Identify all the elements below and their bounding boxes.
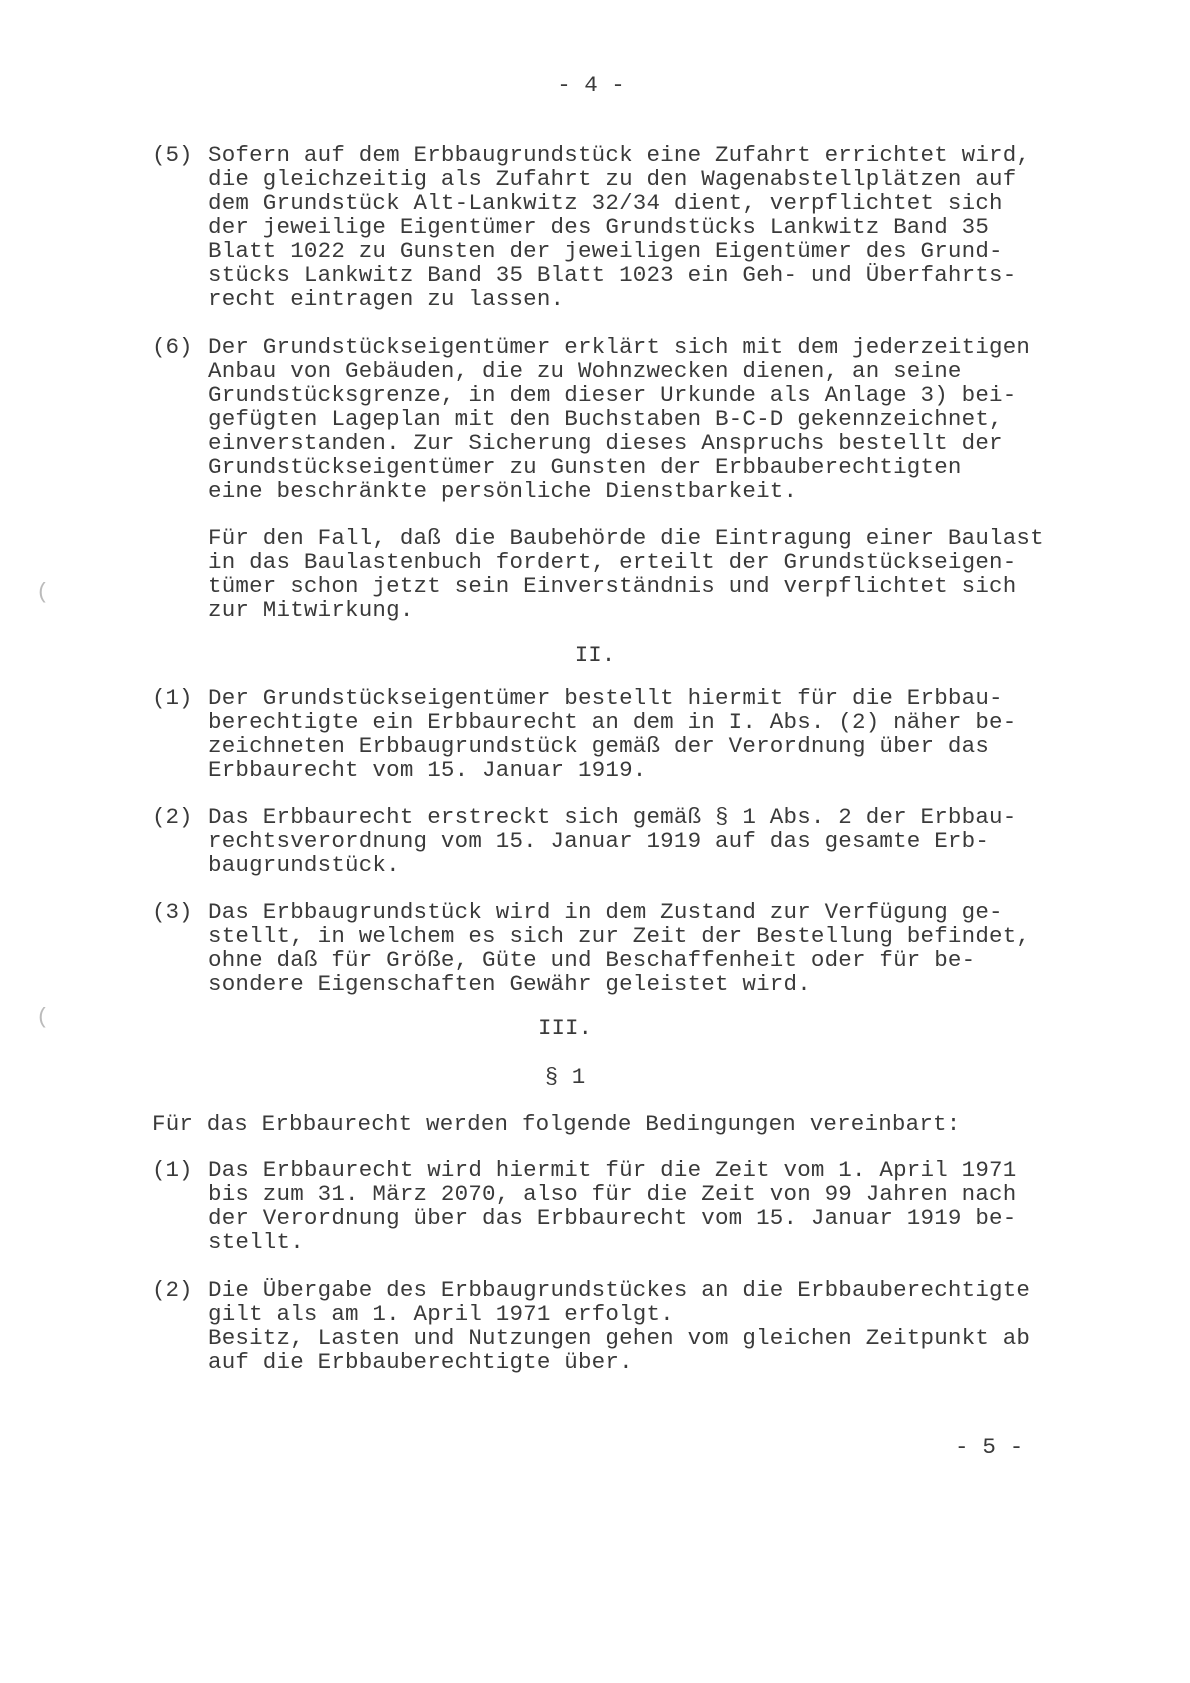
text-line: Grundstücksgrenze, in dem dieser Urkunde als Anlage 3) bei-: [208, 382, 1017, 408]
section-III-paragraph-1: [208, 1158, 1016, 1254]
text-line: Besitz, Lasten und Nutzungen gehen vom gleichen Zeitpunkt ab: [208, 1325, 1031, 1351]
text-line: stücks Lankwitz Band 35 Blatt 1023 ein Geh- und Überfahrts-: [208, 262, 1017, 288]
paragraph-number: (6): [152, 334, 193, 360]
text-line: Das Erbbaurecht erstreckt sich gemäß § 1 Abs. 2 der Erbbau-: [208, 804, 1017, 830]
text-line: stellt, in welchem es sich zur Zeit der Bestellung befindet,: [208, 923, 1031, 949]
paragraph-number: (1): [152, 1157, 193, 1183]
text-line: Das Erbbaugrundstück wird in dem Zustand zur Verfügung ge-: [208, 899, 1003, 925]
text-line: Erbbaurecht vom 15. Januar 1919.: [208, 757, 647, 783]
text-line: stellt.: [208, 1229, 304, 1255]
text-line: eine beschränkte persönliche Dienstbarkeit.: [208, 478, 798, 504]
text-line: Grundstückseigentümer zu Gunsten der Erbbauberechtigten: [208, 454, 962, 480]
text-line: gefügten Lageplan mit den Buchstaben B-C-D gekennzeichnet,: [208, 406, 1003, 432]
heading-III: III.: [537, 1015, 592, 1041]
text-line: gilt als am 1. April 1971 erfolgt.: [208, 1301, 674, 1327]
page-number-header: - 4 -: [557, 72, 625, 98]
heading-section-1: § 1: [544, 1064, 586, 1090]
text-line: Der Grundstückseigentümer bestellt hiermit für die Erbbau-: [208, 685, 1003, 711]
section-III-paragraph-2: [208, 1278, 1030, 1374]
section-II-paragraph-3: [208, 900, 1030, 996]
text-line: die gleichzeitig als Zufahrt zu den Wagenabstellplätzen auf: [208, 166, 1017, 192]
section-II-paragraph-1: [208, 686, 1016, 782]
text-line: berechtigte ein Erbbaurecht an dem in I. Abs. (2) näher be-: [208, 709, 1017, 735]
section-II-paragraph-2: [208, 805, 1016, 877]
text-line: Sofern auf dem Erbbaugrundstück eine Zufahrt errichtet wird,: [208, 142, 1031, 168]
text-line: zeichneten Erbbaugrundstück gemäß der Verordnung über das: [208, 733, 990, 759]
paragraph-number: (3): [152, 899, 193, 925]
text-line: ohne daß für Größe, Güte und Beschaffenheit oder für be-: [208, 947, 976, 973]
punch-hole-mark: (: [36, 580, 50, 605]
text-line: Das Erbbaurecht wird hiermit für die Zeit vom 1. April 1971: [208, 1157, 1017, 1183]
paragraph-number: (2): [152, 804, 193, 830]
text-line: rechtsverordnung vom 15. Januar 1919 auf das gesamte Erb-: [208, 828, 990, 854]
text-line: Die Übergabe des Erbbaugrundstückes an die Erbbauberechtigte: [208, 1277, 1031, 1303]
text-line: bis zum 31. März 2070, also für die Zeit von 99 Jahren nach: [208, 1181, 1017, 1207]
text-line: einverstanden. Zur Sicherung dieses Anspruchs bestellt der: [208, 430, 1003, 456]
text-line: auf die Erbbauberechtigte über.: [208, 1349, 633, 1375]
text-line: Blatt 1022 zu Gunsten der jeweiligen Eigentümer des Grund-: [208, 238, 1003, 264]
text-line: der jeweilige Eigentümer des Grundstücks Lankwitz Band 35: [208, 214, 990, 240]
paragraph-6-continued: [208, 526, 1044, 622]
paragraph-5: [208, 143, 1030, 311]
text-line: zur Mitwirkung.: [208, 597, 414, 623]
text-line: Anbau von Gebäuden, die zu Wohnzwecken dienen, an seine: [208, 358, 962, 384]
text-line: sondere Eigenschaften Gewähr geleistet wird.: [208, 971, 811, 997]
text-line: Für den Fall, daß die Baubehörde die Eintragung einer Baulast: [208, 525, 1044, 551]
text-line: der Verordnung über das Erbbaurecht vom 15. Januar 1919 be-: [208, 1205, 1017, 1231]
paragraph-number: (5): [152, 142, 193, 168]
paragraph-number: (2): [152, 1277, 193, 1303]
text-line: Der Grundstückseigentümer erklärt sich mit dem jederzeitigen: [208, 334, 1031, 360]
paragraph-6: [208, 335, 1030, 503]
heading-II: II.: [574, 642, 616, 668]
paragraph-number: (1): [152, 685, 193, 711]
conditions-intro: Für das Erbbaurecht werden folgende Bedingungen vereinbart:: [152, 1111, 961, 1137]
text-line: in das Baulastenbuch fordert, erteilt der Grundstückseigen-: [208, 549, 1017, 575]
text-line: recht eintragen zu lassen.: [208, 286, 565, 312]
text-line: baugrundstück.: [208, 852, 400, 878]
punch-hole-mark: (: [36, 1005, 50, 1030]
text-line: dem Grundstück Alt-Lankwitz 32/34 dient, verpflichtet sich: [208, 190, 1003, 216]
text-line: tümer schon jetzt sein Einverständnis und verpflichtet sich: [208, 573, 1017, 599]
page-number-footer: - 5 -: [955, 1434, 1024, 1460]
